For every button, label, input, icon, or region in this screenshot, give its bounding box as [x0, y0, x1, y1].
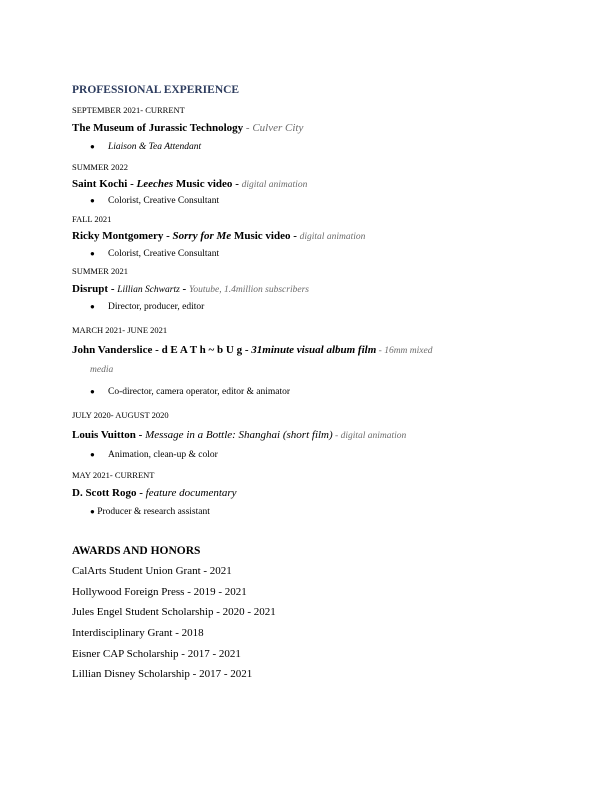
bullet-icon: ● [90, 142, 95, 151]
project-type: Music video [231, 230, 291, 242]
medium-continuation [90, 363, 113, 375]
list-item [90, 387, 290, 397]
bullet-icon: ● [90, 450, 95, 459]
project-type: 31minute visual album film [251, 344, 377, 356]
bullet-text: Liaison & Tea Attendant [108, 142, 202, 152]
project-title: Message in a Bottle: Shanghai (short film) [145, 429, 333, 441]
job-date: SUMMER 2021 [72, 266, 128, 276]
project-title: feature documentary [145, 487, 237, 499]
medium: 16mm mixed [384, 346, 433, 356]
separator: - [243, 122, 253, 134]
bullet-text: Colorist, Creative Consultant [108, 249, 220, 259]
separator: - [108, 283, 118, 295]
separator: - [242, 344, 252, 356]
separator: - [290, 230, 300, 242]
bullet-icon: ● [90, 196, 95, 205]
list-item [90, 507, 210, 517]
list-item [90, 142, 201, 152]
list-item: Interdisciplinary Grant - 2018 [72, 627, 204, 639]
bullet-text: Producer & research assistant [97, 507, 210, 517]
bullet-text: Director, producer, editor [108, 302, 205, 312]
medium: digital animation [299, 232, 366, 242]
separator: - [152, 344, 162, 356]
separator: - [135, 429, 146, 441]
job-date: JULY 2020- AUGUST 2020 [72, 410, 169, 420]
list-item: Eisner CAP Scholarship - 2017 - 2021 [72, 648, 241, 660]
job-date: SEPTEMBER 2021- CURRENT [72, 105, 185, 115]
job-title-line [72, 122, 303, 134]
employer: The Museum of Jurassic Technology [72, 122, 244, 134]
project-title: d E A T h ~ b U g [161, 344, 243, 356]
employer: Louis Vuitton [72, 429, 136, 441]
separator: - [232, 178, 242, 190]
bullet-icon: ● [90, 302, 95, 311]
project-title: Leeches [136, 178, 174, 190]
bullet-icon: ● [90, 249, 95, 258]
medium: Youtube, 1.4million subscribers [188, 285, 309, 295]
separator: - [332, 431, 341, 441]
location: Culver City [252, 122, 304, 134]
job-title-line [72, 344, 432, 356]
list-item [90, 450, 218, 460]
job-date: MARCH 2021- JUNE 2021 [72, 325, 168, 335]
job-title-line [72, 429, 406, 441]
separator: - [179, 283, 189, 295]
employer: D. Scott Rogo [72, 487, 137, 499]
list-item: Jules Engel Student Scholarship - 2020 - 2021 [72, 606, 276, 618]
job-title-line [72, 230, 365, 242]
bullet-icon: ● [90, 507, 95, 516]
bullet-text: Co-director, camera operator, editor & animator [108, 387, 291, 397]
job-date: SUMMER 2022 [72, 162, 128, 172]
job-title-line [72, 283, 309, 295]
employer: Saint Kochi [72, 178, 128, 190]
medium: digital animation [340, 431, 407, 441]
separator: - [136, 487, 146, 499]
list-item: Lillian Disney Scholarship - 2017 - 2021 [72, 668, 253, 680]
employer: John Vanderslice [72, 344, 153, 356]
separator: - [376, 346, 385, 356]
experience-heading: PROFESSIONAL EXPERIENCE [72, 84, 240, 96]
separator: - [163, 230, 173, 242]
medium: media [90, 365, 114, 375]
employer: Ricky Montgomery [72, 230, 164, 242]
awards-heading: AWARDS AND HONORS [72, 545, 201, 557]
list-item: Hollywood Foreign Press - 2019 - 2021 [72, 586, 247, 598]
job-date: FALL 2021 [72, 214, 112, 224]
list-item: CalArts Student Union Grant - 2021 [72, 565, 232, 577]
job-title-line [72, 487, 237, 499]
medium: digital animation [241, 180, 308, 190]
bullet-text: Animation, clean-up & color [108, 450, 218, 460]
project-type: Music video [173, 178, 233, 190]
bullet-text: Colorist, Creative Consultant [108, 196, 220, 206]
list-item [90, 249, 219, 259]
list-item [90, 196, 219, 206]
list-item [90, 302, 204, 312]
person: Lillian Schwartz [117, 285, 180, 295]
job-title-line [72, 178, 307, 190]
employer: Disrupt [72, 283, 109, 295]
bullet-icon: ● [90, 387, 95, 396]
separator: - [127, 178, 137, 190]
job-date: MAY 2021- CURRENT [72, 470, 155, 480]
project-title: Sorry for Me [172, 230, 232, 242]
